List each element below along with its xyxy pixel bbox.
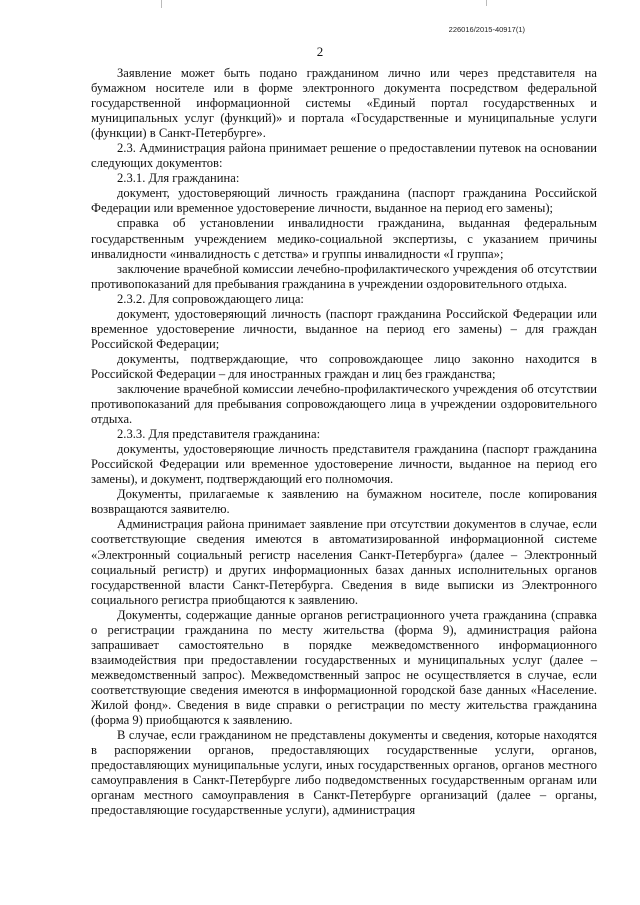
paragraph: документы, удостоверяющие личность представителя гражданина (паспорт гражданина Российской Федерации или временное удостоверение личности, выданное на период его замены), и документ, подтверждающий его полномочия. <box>91 442 597 487</box>
paragraph: Документы, прилагаемые к заявлению на бумажном носителе, после копирования возвращаются заявителю. <box>91 487 597 517</box>
paragraph: документ, удостоверяющий личность гражданина (паспорт гражданина Российской Федерации или временное удостоверение личности, выданное на период его замены); <box>91 186 597 216</box>
page-number: 2 <box>316 44 324 59</box>
subsection-heading: 2.3.3. Для представителя гражданина: <box>117 427 321 442</box>
paragraph: справка об установлении инвалидности гражданина, выданная федеральным государственным учреждением медико-социальной экспертизы, с указанием причины инвалидности «инвалидность с детства» и группы инвалидности «I группа»; <box>91 216 597 261</box>
paragraph: В случае, если гражданином не представлены документы и сведения, которые находятся в распоряжении органов, предоставляющих государственные услуги, органов, предоставляющих муниципальные услуги, иных государственных органов, органов местного самоуправления в Санкт-Петербурге либо подведомственных государственным органам или органам местного самоуправления в Санкт-Петербурге организаций (далее – органы, предоставляющие государственные услуги), администрация <box>91 728 597 818</box>
scan-mark <box>161 0 162 8</box>
paragraph: заключение врачебной комиссии лечебно-профилактического учреждения об отсутствии противопоказаний для пребывания сопровождающего лица в учреждении оздоровительного отдыха. <box>91 381 597 427</box>
paragraph: 2.3. Администрация района принимает решение о предоставлении путевок на основании следующих документов: <box>91 141 597 171</box>
paragraph: Заявление может быть подано гражданином лично или через представителя на бумажном носителе или в форме электронного документа посредством федеральной государственной информационной системы «Единый портал государственных и муниципальных услуг (функций)» и портала «Государственные и муниципальные услуги (функции) в Санкт-Петербурге». <box>91 66 597 141</box>
paragraph: документ, удостоверяющий личность (паспорт гражданина Российской Федерации или временное удостоверение личности, выданное на период его замены) – для граждан Российской Федерации; <box>91 306 597 351</box>
subsection-heading: 2.3.1. Для гражданина: <box>117 171 240 186</box>
paragraph: заключение врачебной комиссии лечебно-профилактического учреждения об отсутствии противопоказаний для пребывания гражданина в учреждении оздоровительного отдыха. <box>91 261 597 291</box>
paragraph: документы, подтверждающие, что сопровождающее лицо законно находится в Российской Федерации – для иностранных граждан и лиц без гражданства; <box>91 351 597 381</box>
subsection-heading: 2.3.2. Для сопровождающего лица: <box>117 291 304 306</box>
document-body <box>91 66 597 818</box>
paragraph: Документы, содержащие данные органов регистрационного учета гражданина (справка о регистрации гражданина по месту жительства (форма 9), администрация района запрашивает самостоятельно в порядке межведомственного информационного взаимодействия при предоставлении государственных и муниципальных услуг (далее – межведомственный запрос). Межведомственный запрос не осуществляется в случае, если соответствующие сведения имеются в информационной городской базе данных «Население. Жилой фонд». Сведения в виде справки о регистрации по месту жительства гражданина (форма 9) приобщаются к заявлению. <box>91 607 597 728</box>
scan-mark <box>486 0 487 6</box>
document-id: 226016/2015-40917(1) <box>448 25 525 34</box>
paragraph: Администрация района принимает заявление при отсутствии документов в случае, если соответствующие сведения имеются в автоматизированной информационной системе «Электронный социальный регистр населения Санкт-Петербурга» (далее – Электронный социальный регистр) и других информационных базах данных исполнительных органов государственной власти Санкт-Петербурга. Сведения в виде выписки из Электронного социального регистра приобщаются к заявлению. <box>91 517 597 607</box>
